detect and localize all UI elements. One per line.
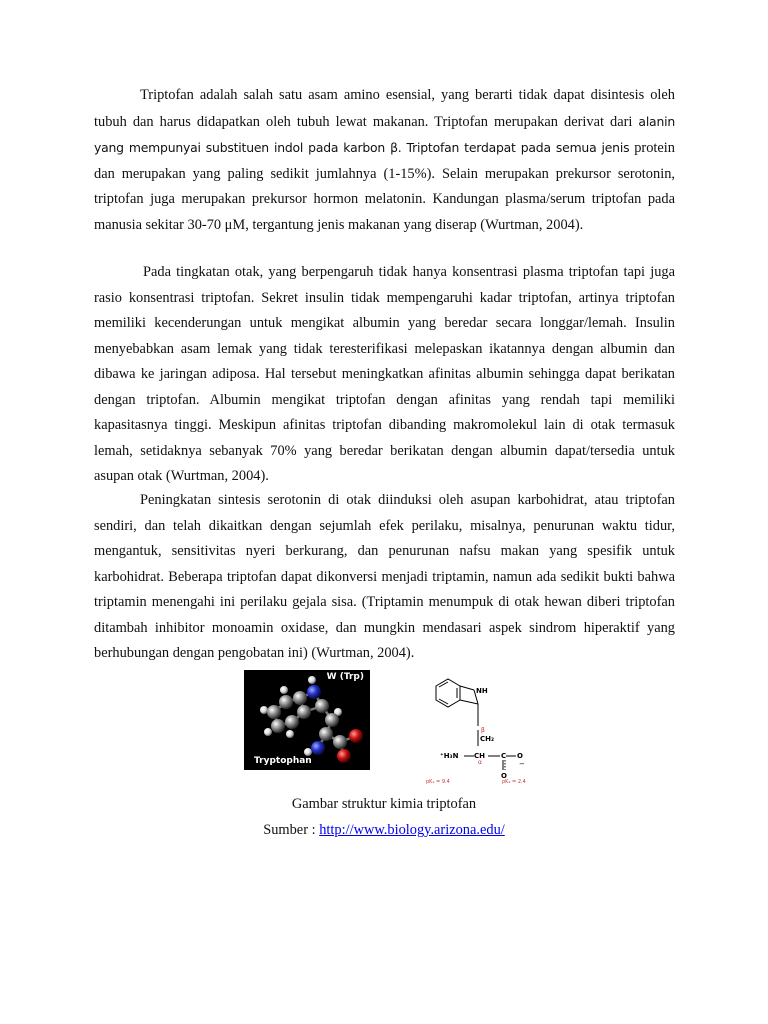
structural-formula-diagram [424, 666, 536, 784]
carboxyl-c-label: C [501, 752, 507, 760]
paragraph-3 [94, 488, 675, 667]
pk1-label: pK₁ = 9.4 [426, 779, 450, 784]
model-label-tryptophan: Tryptophan [254, 756, 312, 766]
paragraph-1 [94, 83, 675, 238]
paragraph-1-text-b: protein dan merupakan yang paling sedikit jumlahnya (1-15%). Selain merupakan prekursor serotonin, triptofan juga merupakan prekursor hormon melatonin. Kandungan plasma/serum triptofan pada manusia sekitar 30-70 μM, tergantung jenis makanan yang diserap (Wurtman, 2004). [94, 140, 675, 233]
source-prefix: Sumber : [263, 822, 320, 838]
paragraph-2 [94, 260, 675, 490]
paragraph-3-text: Peningkatan sintesis serotonin di otak diinduksi oleh asupan karbohidrat, atau triptofan sendiri, dan telah dikaitkan dengan sejumlah efek perilaku, misalnya, penurunan waktu tidur, mengantuk, sensitivitas nyeri berkurang, dan penurunan nafsu makan yang spesifik untuk karbohidrat. Beberapa triptofan dapat dikonversi menjadi triptamin, namun ada sedikit bukti bahwa triptamin menengahi ini perilaku gejala sisa. (Triptamin menumpuk di otak hewan diberi triptofan ditambah inhibitor monoamin oxidase, dan mungkin mendasari aspek sindrom hiperaktif yang berhubungan dengan pengobatan ini) (Wurtman, 2004). [94, 492, 675, 661]
ball-and-stick-model [244, 670, 370, 770]
alpha-label: α [478, 759, 482, 766]
source-link[interactable]: http://www.biology.arizona.edu/ [319, 822, 505, 838]
hydroxyl-o-label: O [501, 772, 507, 780]
figure-source [0, 821, 768, 839]
minus-charge-label: − [519, 760, 525, 768]
paragraph-1-sans-line: alanin yang mempunyai substituen indol pada karbon β. Triptofan terdapat pada semua jenis [94, 113, 675, 155]
h3n-label: ⁺H₃N [440, 752, 459, 760]
ch-label: CH [474, 752, 485, 760]
pk2-label: pK₂ = 2.4 [502, 779, 526, 784]
tryptophan-3d-model-image [244, 670, 370, 770]
paragraph-2-text: Pada tingkatan otak, yang berpengaruh tidak hanya konsentrasi plasma triptofan tapi juga rasio konsentrasi triptofan. Sekret insulin tidak mempengaruhi kadar triptofan, artinya triptofan memiliki kecenderungan untuk mengikat albumin yang beredar secara longgar/lemah. Insulin menyebabkan asam lemak yang tidak teresterifikasi melepaskan ikatannya dengan albumin dan dibawa ke jaringan adiposa. Hal tersebut meningkatkan afinitas albumin sehingga dapat berikatan dengan triptofan. Albumin mengikat triptofan dengan afinitas yang rendah tapi memiliki kapasitasnya tinggi. Meskipun afinitas triptofan dibanding makromolekul lain di otak termasuk lemah, setidaknya sebanyak 70% yang beredar berikatan dengan albumin dapat/tersedia untuk asupan otak (Wurtman, 2004). [94, 264, 675, 484]
paragraph-1-text-a: Triptofan adalah salah satu asam amino esensial, yang berarti tidak dapat disintesis oleh tubuh dan harus didapatkan oleh tubuh lewat makanan. Triptofan merupakan derivat dari [94, 87, 675, 130]
model-label-trp: W (Trp) [326, 672, 364, 682]
nh-label: NH [476, 687, 488, 695]
carbonyl-o-label: O [517, 752, 523, 760]
figure-caption: Gambar struktur kimia triptofan [291, 796, 477, 812]
ch2-label: CH₂ [480, 735, 495, 743]
tryptophan-structural-formula [424, 666, 536, 784]
beta-label: β [481, 727, 485, 734]
